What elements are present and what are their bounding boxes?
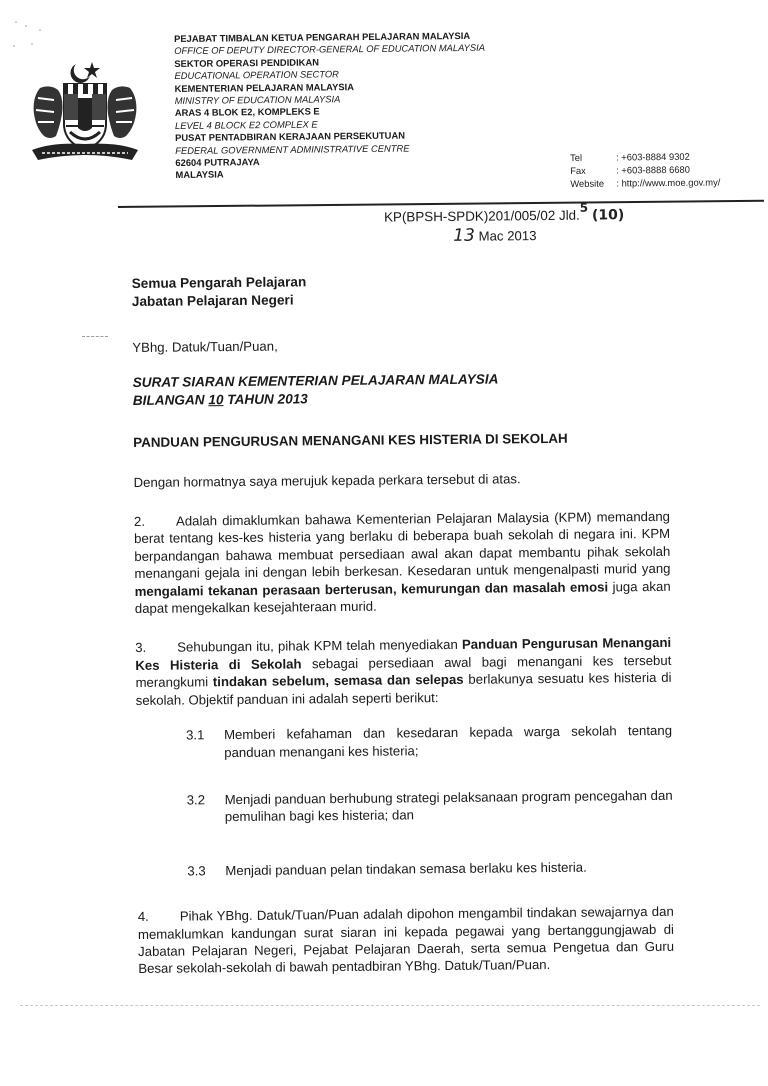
letterhead-line: MINISTRY OF EDUCATION MALAYSIA xyxy=(174,93,341,107)
paragraph-bold-text: tindakan sebelum, semasa dan selepas xyxy=(212,672,464,690)
objective-text: Memberi kefahaman dan kesedaran kepada warga sekolah tentang panduan menangani kes histeria; xyxy=(223,722,673,760)
letterhead-line: ARAS 4 BLOK E2, KOMPLEKS E xyxy=(174,105,320,119)
paragraph-2 xyxy=(134,508,671,618)
salutation: YBhg. Datuk/Tuan/Puan, xyxy=(132,338,278,355)
objective-number: 3.2 xyxy=(186,792,206,808)
paragraph-bold-text: Panduan Pengurusan Menangani Kes Histeria di Sekolah xyxy=(135,635,672,673)
letter-date xyxy=(453,226,667,245)
scan-speck-icon xyxy=(6,8,66,58)
paragraph-text: Adalah dimaklumkan bahawa Kementerian Pelajaran Malaysia (KPM) memandang berat tentang kes-kes histeria yang berlaku di beberapa buah sekolah di negara ini. KPM berpandangan bahawa membuat persediaan awal akan dapat membantu pihak sekolah menangani gejala ini dengan lebih berkesan. Kesedaran untuk mengenalpasti murid yang xyxy=(134,508,671,582)
letter-subject: PANDUAN PENGURUSAN MENANGANI KES HISTERIA DI SEKOLAH xyxy=(133,431,568,451)
reference-prefix: KP(BPSH-SPDK)201/005/02 Jld. xyxy=(383,207,580,225)
circular-year: TAHUN 2013 xyxy=(227,391,308,408)
scan-margin-marks xyxy=(6,8,66,58)
letterhead-line: OFFICE OF DEPUTY DIRECTOR-GENERAL OF EDUCATION MALAYSIA xyxy=(174,42,486,57)
tel-label: Tel xyxy=(570,151,583,163)
objective-item xyxy=(186,722,672,761)
paragraph-4 xyxy=(138,903,675,978)
letterhead-line: FEDERAL GOVERNMENT ADMINISTRATIVE CENTRE xyxy=(175,142,410,156)
paragraph-number: 3. xyxy=(135,640,147,656)
circular-number-prefix: BILANGAN xyxy=(132,392,205,409)
objective-number: 3.1 xyxy=(185,727,205,743)
scan-mark xyxy=(82,336,108,337)
website-label: Website xyxy=(570,177,605,189)
recipient-line: Semua Pengarah Pelajaran xyxy=(131,274,307,291)
page-bottom-divider xyxy=(20,1005,760,1006)
paragraph-bold-text: mengalami tekanan perasaan berterusan, kemurungan dan masalah emosi xyxy=(134,579,609,599)
objective-number: 3.3 xyxy=(187,863,206,879)
objective-item xyxy=(187,787,673,826)
handwritten-number: (10) xyxy=(591,207,625,224)
circular-line: SURAT SIARAN KEMENTERIAN PELAJARAN MALAYSIA xyxy=(132,371,499,391)
website-value: : http://www.moe.gov.my/ xyxy=(616,176,721,189)
recipient-block xyxy=(132,270,668,311)
paragraph-number: 4. xyxy=(137,908,149,925)
letterhead-line: KEMENTERIAN PELAJARAN MALAYSIA xyxy=(174,80,354,94)
circular-line xyxy=(133,387,669,410)
objective-text: Menjadi panduan berhubung strategi pelaksanaan program pencegahan dan pemulihan bagi kes histeria; dan xyxy=(224,787,673,825)
letterhead-address xyxy=(174,30,486,182)
paragraph-text: Pihak YBhg. Datuk/Tuan/Puan adalah dipohon mengambil tindakan sewajarnya dan memaklumkan kandungan surat siaran ini kepada pegawai yang bertanggungjawab di Jabatan Pelajaran Negeri, Pejabat Pelajaran Daerah, serta semua Pengetua dan Guru Besar sekolah-sekolah di bawah pentadbiran YBhg. Datuk/Tuan/Puan. xyxy=(137,903,675,977)
letterhead-line: 62604 PUTRAJAYA xyxy=(175,156,260,169)
fax-label: Fax xyxy=(570,164,586,176)
opening-line: Dengan hormatnya saya merujuk kepada perkara tersebut di atas. xyxy=(133,470,521,490)
letterhead-line: LEVEL 4 BLOCK E2 COMPLEX E xyxy=(174,118,318,131)
website-row xyxy=(570,176,720,190)
paragraph-text: sebagai persediaan awal bagi menangani kes tersebut merangkumi xyxy=(135,652,672,691)
reference-number xyxy=(383,200,667,227)
paragraph-text: juga akan dapat mengekalkan kesejahteraan murid. xyxy=(134,578,671,617)
letterhead-line: SEKTOR OPERASI PENDIDIKAN xyxy=(174,56,320,69)
letterhead-line: PEJABAT TIMBALAN KETUA PENGARAH PELAJARAN MALAYSIA xyxy=(174,29,471,44)
letterhead-line: EDUCATIONAL OPERATION SECTOR xyxy=(174,68,339,82)
recipient-line: Jabatan Pelajaran Negeri xyxy=(131,292,294,309)
letterhead-contact xyxy=(570,150,720,190)
fax-value: : +603-8888 6680 xyxy=(616,163,691,176)
handwritten-volume: 5 xyxy=(579,200,589,215)
date-rest: Mac 2013 xyxy=(478,228,537,245)
paragraph-3 xyxy=(135,634,672,709)
letterhead-line: MALAYSIA xyxy=(175,168,224,181)
paragraph-text: berlakunya sesuatu kes histeria di sekolah. Objektif panduan ini adalah seperti berikut: xyxy=(135,670,672,708)
malaysia-coat-of-arms-icon xyxy=(26,58,144,176)
paragraph-number: 2. xyxy=(133,513,146,530)
handwritten-day: 13 xyxy=(453,226,475,247)
paragraph-text: Sehubungan itu, pihak KPM telah menyediakan xyxy=(177,637,463,656)
circular-title xyxy=(133,369,669,410)
letterhead-line: PUSAT PENTADBIRAN KERAJAAN PERSEKUTUAN xyxy=(175,129,406,144)
objective-text: Menjadi panduan pelan tindakan semasa berlaku kes histeria. xyxy=(225,859,587,878)
circular-number: 10 xyxy=(208,392,224,408)
objective-item xyxy=(187,858,673,880)
letter-body xyxy=(131,200,675,978)
letterhead-divider xyxy=(118,200,764,208)
tel-value: : +603-8884 9302 xyxy=(615,150,690,163)
